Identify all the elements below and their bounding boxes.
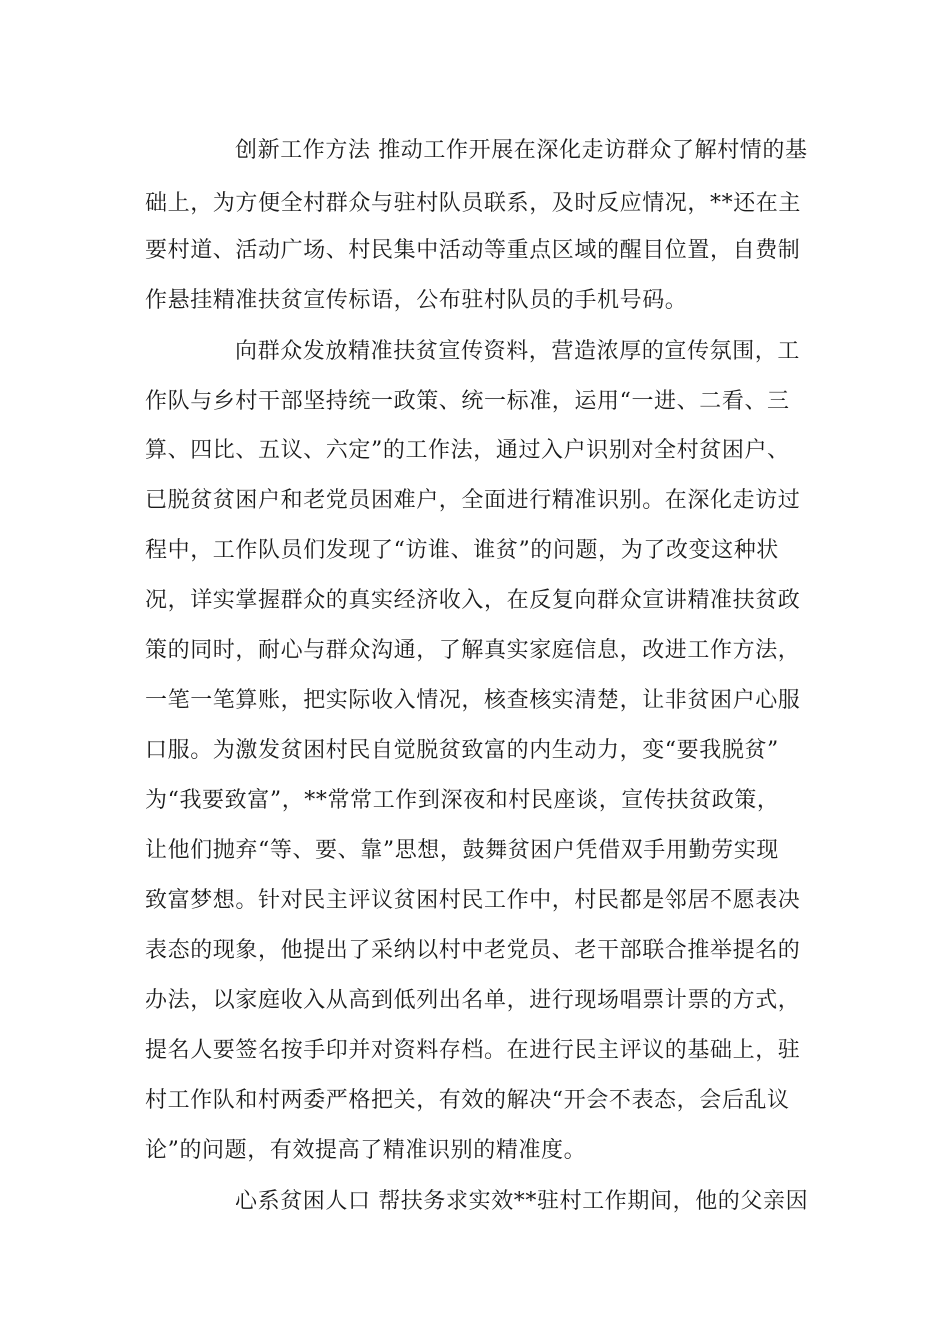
paragraph-2-line-11: 让他们抛弃“等、要、靠”思想，鼓舞贫困户凭借双手用勤劳实现 <box>145 838 779 863</box>
paragraph-2-line-16: 村工作队和村两委严格把关，有效的解决“开会不表态，会后乱议 <box>145 1088 790 1113</box>
paragraph-2-line-1: 向群众发放精准扶贫宣传资料，营造浓厚的宣传氛围，工 <box>235 339 801 364</box>
paragraph-3-line-1: 心系贫困人口 帮扶务求实效**驻村工作期间，他的父亲因 <box>235 1189 809 1214</box>
paragraph-2-line-12: 致富梦想。针对民主评议贫困村民工作中，村民都是邻居不愿表决 <box>145 888 801 913</box>
paragraph-1-line-3: 要村道、活动广场、村民集中活动等重点区域的醒目位置，自费制 <box>145 238 801 263</box>
paragraph-1-line-1: 创新工作方法 推动工作开展在深化走访群众了解村情的基 <box>235 138 808 163</box>
paragraph-1-line-2: 础上，为方便全村群众与驻村队员联系，及时反应情况，**还在主 <box>145 191 802 216</box>
paragraph-2-line-14: 办法，以家庭收入从高到低列出名单，进行现场唱票计票的方式， <box>145 988 801 1013</box>
paragraph-2-line-8: 一笔一笔算账，把实际收入情况，核查核实清楚，让非贫困户心服 <box>145 688 801 713</box>
paragraph-2-line-7: 策的同时，耐心与群众沟通，了解真实家庭信息，改进工作方法， <box>145 638 801 663</box>
paragraph-2-line-17: 论”的问题，有效提高了精准识别的精准度。 <box>145 1138 587 1163</box>
paragraph-1-line-4: 作悬挂精准扶贫宣传标语，公布驻村队员的手机号码。 <box>145 288 688 313</box>
paragraph-2-line-3: 算、四比、五议、六定”的工作法，通过入户识别对全村贫困户、 <box>145 438 790 463</box>
paragraph-2-line-9: 口服。为激发贫困村民自觉脱贫致富的内生动力，变“要我脱贫” <box>145 738 779 763</box>
paragraph-2-line-10: 为“我要致富”，**常常工作到深夜和村民座谈，宣传扶贫政策， <box>145 788 780 813</box>
paragraph-2-line-6: 况，详实掌握群众的真实经济收入，在反复向群众宣讲精准扶贫政 <box>145 588 801 613</box>
paragraph-2-line-2: 作队与乡村干部坚持统一政策、统一标准，运用“一进、二看、三 <box>145 389 790 414</box>
paragraph-2-line-4: 已脱贫贫困户和老党员困难户，全面进行精准识别。在深化走访过 <box>145 488 801 513</box>
paragraph-2-line-13: 表态的现象，他提出了采纳以村中老党员、老干部联合推举提名的 <box>145 938 801 963</box>
paragraph-2-line-5: 程中，工作队员们发现了“访谁、谁贫”的问题，为了改变这种状 <box>145 538 779 563</box>
paragraph-2-line-15: 提名人要签名按手印并对资料存档。在进行民主评议的基础上，驻 <box>145 1038 801 1063</box>
